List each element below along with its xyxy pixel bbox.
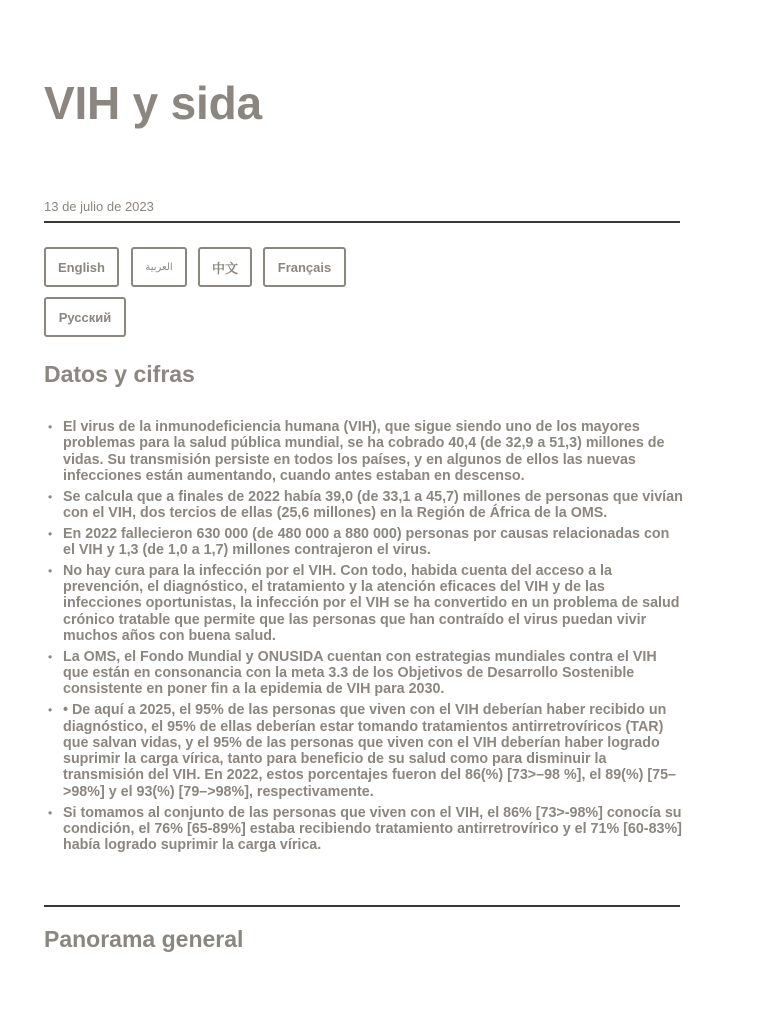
- bullet-icon: •: [48, 420, 53, 434]
- list-item: [48, 562, 684, 645]
- bullet-icon: •: [48, 649, 53, 664]
- fact-text: En 2022 fallecieron 630 000 (de 480 000 a 880 000) personas por causas relacionadas con el VIH y 1,3 (de 1,0 a 1,7) millones contrajeron el virus.: [63, 525, 670, 559]
- list-item: [48, 525, 684, 559]
- list-item: [48, 702, 684, 800]
- publication-date: 13 de julio de 2023: [44, 199, 154, 214]
- language-button-chinese[interactable]: 中文: [198, 247, 252, 287]
- language-button-english[interactable]: English: [44, 247, 119, 287]
- fact-text: Si tomamos al conjunto de las personas que viven con el VIH, el 86% [73>-98%] conocía su condición, el 76% [65-89%] estaba recibiendo tratamiento antirretrovírico y el 71% [60-83%] había logrado suprimir la carga vírica.: [63, 804, 682, 854]
- fact-text: • De aquí a 2025, el 95% de las personas que viven con el VIH deberían haber recibido un diagnóstico, el 95% de ellas deberían estar tomando tratamientos antirretrovíricos (TAR) que salvan vidas, y el 95% de las personas que viven con el VIH deberían haber logrado suprimir la carga vírica, tanto para beneficio de su salud como para disminuir la transmisión del VIH. En 2022, estos porcentajes fueron del 86(%) [73>–98 %], el 89(%) [75–>98%] y el 93(%) [79–>98%], respectivamente.: [63, 702, 677, 800]
- section-divider: [44, 905, 680, 907]
- page-title: VIH y sida: [44, 77, 262, 129]
- bullet-icon: •: [48, 563, 53, 578]
- facts-list: [44, 419, 684, 858]
- top-divider: [44, 221, 680, 223]
- bullet-icon: •: [48, 526, 53, 541]
- fact-text: El virus de la inmunodeficiencia humana (VIH), que sigue siendo uno de los mayores problemas para la salud pública mundial, se ha cobrado 40,4 (de 32,9 a 51,3) millones de vidas. Su transmisión persiste en todos los países, y en algunos de ellos las nuevas infecciones están aumentando, cuando antes estaban en descenso.: [63, 419, 665, 484]
- language-button-french[interactable]: Français: [263, 247, 346, 287]
- bullet-icon: •: [48, 489, 53, 504]
- list-item: [48, 648, 684, 698]
- fact-text: Se calcula que a finales de 2022 había 39,0 (de 33,1 a 45,7) millones de personas que vivían con el VIH, dos tercios de ellas (25,6 millones) en la Región de África de la OMS.: [63, 488, 683, 521]
- overview-heading: Panorama general: [44, 926, 244, 952]
- list-item: [48, 488, 684, 522]
- fact-text: No hay cura para la infección por el VIH. Con todo, habida cuenta del acceso a la prevención, el diagnóstico, el tratamiento y la atención eficaces del VIH y de las infecciones oportunistas, la infección por el VIH se ha convertido en un problema de salud crónico tratable que permite que las personas que han contraído el virus puedan vivir muchos años con buena salud.: [63, 562, 680, 645]
- bullet-icon: •: [48, 703, 53, 718]
- list-item: [48, 419, 684, 484]
- list-item: [48, 804, 684, 854]
- bullet-icon: •: [48, 805, 53, 820]
- language-button-russian[interactable]: Русский: [44, 297, 126, 337]
- facts-heading: Datos y cifras: [44, 361, 195, 387]
- fact-text: La OMS, el Fondo Mundial y ONUSIDA cuentan con estrategias mundiales contra el VIH que están en consonancia con la meta 3.3 de los Objetivos de Desarrollo Sostenible consistente en poner fin a la epidemia de VIH para 2030.: [63, 648, 657, 698]
- language-button-arabic[interactable]: العربية: [131, 247, 187, 287]
